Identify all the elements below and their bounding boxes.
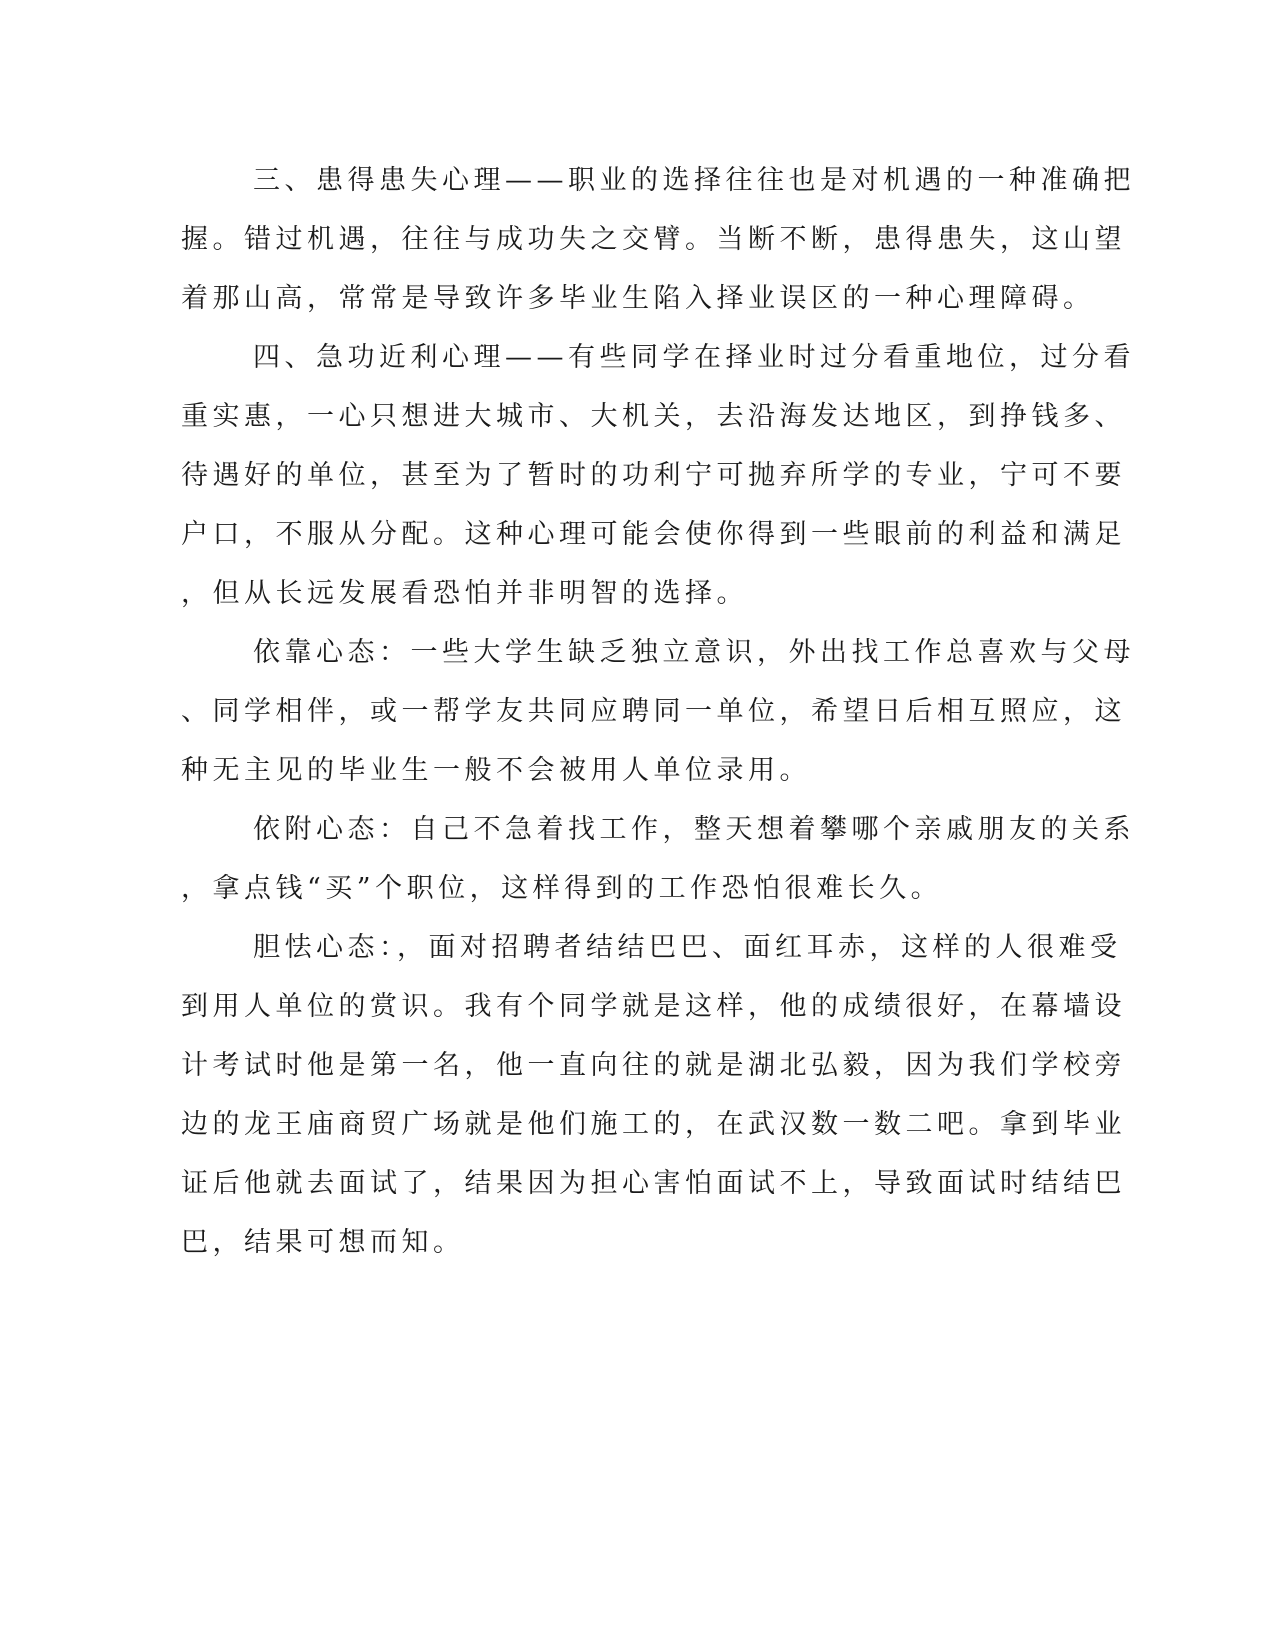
paragraph-line: ，但从长远发展看恐怕并非明智的选择。: [181, 578, 748, 609]
paragraph-line: 计考试时他是第一名，他一直向往的就是湖北弘毅，因为我们学校旁: [181, 1050, 1126, 1081]
paragraph-line: 证后他就去面试了，结果因为担心害怕面试不上，导致面试时结结巴: [181, 1168, 1126, 1199]
paragraph-line: ，拿点钱“买”个职位，这样得到的工作恐怕很难长久。: [181, 873, 943, 904]
paragraph-line: 种无主见的毕业生一般不会被用人单位录用。: [181, 755, 811, 786]
paragraph-line: 、同学相伴，或一帮学友共同应聘同一单位，希望日后相互照应，这: [181, 696, 1126, 727]
paragraph-line: 边的龙王庙商贸广场就是他们施工的，在武汉数一数二吧。拿到毕业: [181, 1109, 1126, 1140]
paragraph-line: 巴，结果可想而知。: [181, 1227, 465, 1258]
paragraph-line: 依靠心态：一些大学生缺乏独立意识，外出找工作总喜欢与父母: [253, 637, 1135, 668]
paragraph-line: 重实惠，一心只想进大城市、大机关，去沿海发达地区，到挣钱多、: [181, 401, 1126, 432]
paragraph-line: 到用人单位的赏识。我有个同学就是这样，他的成绩很好，在幕墙设: [181, 991, 1126, 1022]
paragraph-line: 着那山高，常常是导致许多毕业生陷入择业误区的一种心理障碍。: [181, 283, 1095, 314]
paragraph-line: 握。错过机遇，往往与成功失之交臂。当断不断，患得患失，这山望: [181, 224, 1126, 255]
paragraph-line: 待遇好的单位，甚至为了暂时的功利宁可抛弃所学的专业，宁可不要: [181, 460, 1126, 491]
paragraph-line: 胆怯心态：，面对招聘者结结巴巴、面红耳赤，这样的人很难受: [253, 932, 1122, 963]
paragraph-line: 四、急功近利心理——有些同学在择业时过分看重地位，过分看: [253, 342, 1135, 373]
paragraph-line: 三、患得患失心理——职业的选择往往也是对机遇的一种准确把: [253, 165, 1135, 196]
paragraph-line: 依附心态：自己不急着找工作，整天想着攀哪个亲戚朋友的关系: [253, 814, 1135, 845]
paragraph-line: 户口，不服从分配。这种心理可能会使你得到一些眼前的利益和满足: [181, 519, 1126, 550]
